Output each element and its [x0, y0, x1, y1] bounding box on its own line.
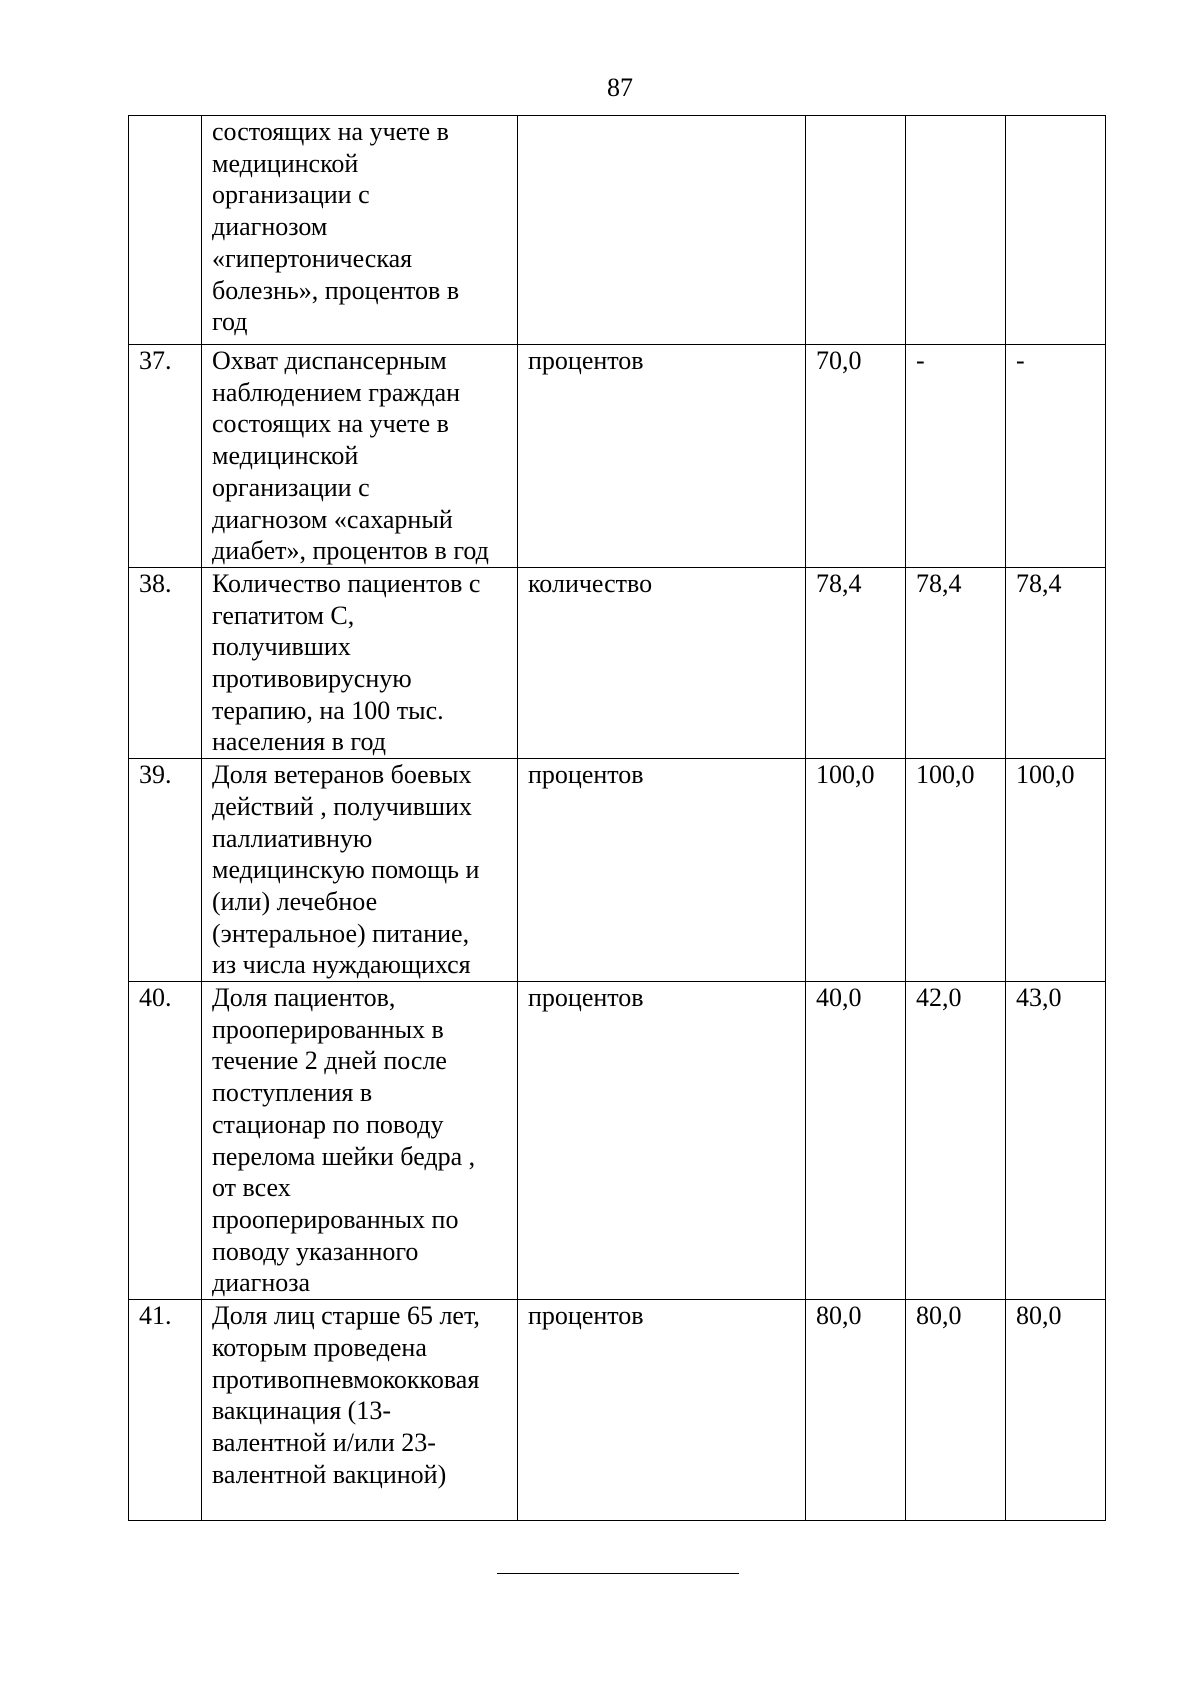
indicator-name-cell: Доля пациентов, прооперированных в течение 2 дней после поступления в стационар по поводу перелома шейки бедра , от всех прооперированных по поводу указанного диагноза [202, 982, 518, 1300]
row-number-cell: 39. [129, 759, 202, 982]
value-year3-cell: 80,0 [1006, 1300, 1106, 1521]
value-year2-cell: - [906, 345, 1006, 568]
table-row [129, 759, 1106, 982]
page-number: 87 [607, 73, 633, 102]
footer-divider [497, 1573, 739, 1574]
value-year3-cell: 78,4 [1006, 567, 1106, 758]
row-number-cell: 41. [129, 1300, 202, 1521]
unit-cell: процентов [518, 759, 806, 982]
value-year3-cell: - [1006, 345, 1106, 568]
value-year2-cell: 42,0 [906, 982, 1006, 1300]
indicator-name-cell: Доля ветеранов боевых действий , получивших паллиативную медицинскую помощь и (или) лечебное (энтеральное) питание, из числа нуждающихся [202, 759, 518, 982]
value-year1-cell: 100,0 [806, 759, 906, 982]
row-number-cell [129, 116, 202, 345]
table-row [129, 1300, 1106, 1521]
value-year1-cell: 78,4 [806, 567, 906, 758]
value-year3-cell: 100,0 [1006, 759, 1106, 982]
unit-cell [518, 116, 806, 345]
value-year2-cell: 80,0 [906, 1300, 1006, 1521]
value-year2-cell: 78,4 [906, 567, 1006, 758]
unit-cell: процентов [518, 345, 806, 568]
value-year1-cell: 70,0 [806, 345, 906, 568]
row-number-cell: 40. [129, 982, 202, 1300]
row-number-cell: 38. [129, 567, 202, 758]
row-number-cell: 37. [129, 345, 202, 568]
value-year1-cell [806, 116, 906, 345]
unit-cell: процентов [518, 1300, 806, 1521]
table-row [129, 116, 1106, 345]
table-row [129, 345, 1106, 568]
indicator-name-cell: Доля лиц старше 65 лет, которым проведена противопневмококковая вакцинация (13- валентной и/или 23- валентной вакциной) [202, 1300, 518, 1521]
value-year1-cell: 80,0 [806, 1300, 906, 1521]
value-year2-cell: 100,0 [906, 759, 1006, 982]
unit-cell: процентов [518, 982, 806, 1300]
indicator-name-cell: Количество пациентов с гепатитом С, получивших противовирусную терапию, на 100 тыс. населения в год [202, 567, 518, 758]
table-row [129, 567, 1106, 758]
value-year1-cell: 40,0 [806, 982, 906, 1300]
value-year2-cell [906, 116, 1006, 345]
indicators-table [128, 115, 1106, 1521]
value-year3-cell: 43,0 [1006, 982, 1106, 1300]
indicator-name-cell: Охват диспансерным наблюдением граждан состоящих на учете в медицинской организации с диагнозом «сахарный диабет», процентов в год [202, 345, 518, 568]
value-year3-cell [1006, 116, 1106, 345]
table-row [129, 982, 1106, 1300]
unit-cell: количество [518, 567, 806, 758]
indicator-name-cell: состоящих на учете в медицинской организации с диагнозом «гипертоническая болезнь», процентов в год [202, 116, 518, 345]
